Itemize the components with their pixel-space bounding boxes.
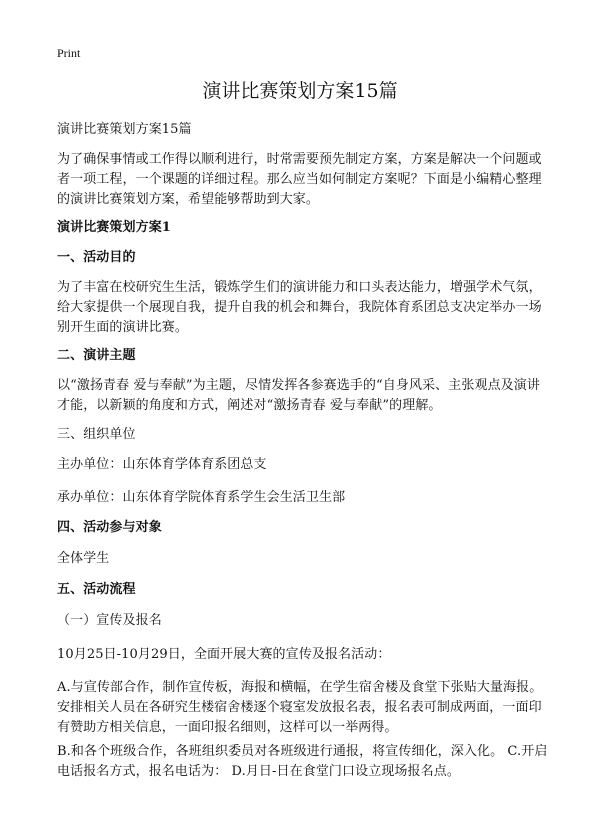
host-unit: 主办单位：山东体育学体育系团总支 xyxy=(57,457,267,472)
item-b-paragraph: B.和各个班级合作，各班组织委员对各班级进行通报，将宣传细化，深入化。 C.开启电话报名方式，报名电话为： D.月日-日在食堂门口设立现场报名点。 xyxy=(57,744,548,779)
participants-text: 全体学生 xyxy=(57,551,110,566)
document-subtitle: 演讲比赛策划方案15篇 xyxy=(57,122,192,137)
heading-process: 五、活动流程 xyxy=(57,582,136,597)
heading-organizers: 三、组织单位 xyxy=(57,427,136,442)
organizer-unit: 承办单位：山东体育学院体育系学生会生活卫生部 xyxy=(57,490,346,505)
theme-paragraph: 以“激扬青春 爱与奉献”为主题，尽情发挥各参赛选手的“自身风采、主张观点及演讲才能，以新颖的角度和方式，阐述对“激扬青春 爱与奉献”的理解。 xyxy=(57,378,540,413)
heading-purpose: 一、活动目的 xyxy=(57,250,136,265)
subheading-publicity: （一）宣传及报名 xyxy=(57,613,162,628)
heading-participants: 四、活动参与对象 xyxy=(57,520,162,535)
item-a-paragraph: A.与宣传部合作，制作宣传板，海报和横幅，在学生宿舍楼及食堂下张贴大量海报。安排相关人员在各研究生楼宿舍楼逐个寝室发放报名表，报名表可制成两面，一面印有赞助方相关信息，一面印报名细则，这样可以一举两得。 xyxy=(57,680,543,735)
intro-paragraph: 为了确保事情或工作得以顺利进行，时常需要预先制定方案，方案是解决一个问题或者一项工程，一个课题的详细过程。那么应当如何制定方案呢？下面是小编精心整理的演讲比赛策划方案，希望能够帮助到大家。 xyxy=(57,152,542,207)
date-line: 10月25日-10月29日，全面开展大赛的宣传及报名活动： xyxy=(57,647,391,662)
heading-theme: 二、演讲主题 xyxy=(57,348,136,363)
document-title: 演讲比赛策划方案15篇 xyxy=(202,80,398,102)
purpose-paragraph: 为了丰富在校研究生生活，锻炼学生们的演讲能力和口头表达能力，增强学术气氛，给大家提供一个展现自我，提升自我的机会和舞台，我院体育系团总支决定举办一场别开生面的演讲比赛。 xyxy=(57,280,542,335)
section-title: 演讲比赛策划方案1 xyxy=(57,220,171,235)
print-link[interactable]: Print xyxy=(57,46,81,60)
